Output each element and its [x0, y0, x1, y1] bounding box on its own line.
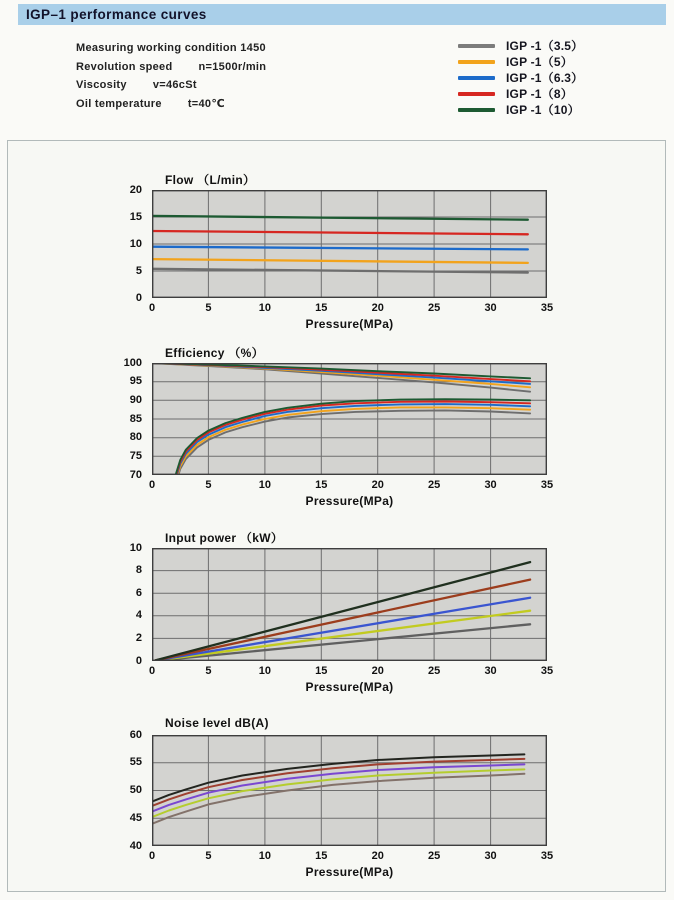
page-title: IGP–1 performance curves — [26, 7, 207, 22]
noise-level-chart-title: Noise level dB(A) — [165, 716, 269, 730]
y-tick-label: 5 — [135, 264, 142, 277]
x-tick-label: 0 — [148, 479, 156, 491]
legend — [458, 40, 583, 116]
y-tick-label: 0 — [135, 291, 142, 304]
x-tick-label: 25 — [428, 479, 441, 491]
x-tick-label: 10 — [258, 479, 271, 491]
flow-x-axis-title: Pressure(MPa) — [305, 317, 394, 331]
legend-item — [458, 56, 583, 68]
flow-plot-area — [152, 190, 547, 298]
y-tick-label: 20 — [129, 183, 142, 196]
y-tick-label: 100 — [123, 356, 142, 369]
legend-item — [458, 40, 583, 52]
x-tick-label: 25 — [428, 665, 441, 677]
condition-text: Measuring working condition 1450 — [76, 42, 266, 54]
x-tick-label: 15 — [315, 479, 328, 491]
y-tick-label: 60 — [129, 728, 142, 741]
legend-item-label: IGP -1（3.5） — [506, 39, 584, 54]
measuring-conditions — [76, 39, 266, 113]
x-tick-label: 20 — [371, 302, 384, 314]
y-tick-label: 0 — [135, 654, 142, 667]
condition-label: Oil temperature — [76, 97, 162, 110]
x-tick-label: 35 — [540, 850, 554, 862]
legend-item-label: IGP -1（6.3） — [506, 71, 584, 86]
y-tick-label: 40 — [129, 839, 142, 852]
legend-line-swatch — [458, 92, 495, 96]
legend-item-label: IGP -1（8） — [506, 87, 573, 102]
page-header-bar — [18, 4, 666, 25]
x-tick-label: 0 — [148, 850, 156, 862]
condition-line — [76, 76, 266, 95]
efficiency-chart-title: Efficiency （%） — [165, 346, 264, 360]
y-tick-label: 8 — [135, 564, 142, 577]
y-tick-label: 50 — [129, 784, 142, 796]
x-tick-label: 20 — [371, 850, 384, 862]
y-tick-label: 6 — [135, 586, 142, 599]
x-tick-label: 25 — [428, 850, 441, 862]
condition-value: v=46cSt — [152, 79, 197, 91]
y-tick-label: 10 — [129, 541, 142, 554]
legend-item — [458, 72, 583, 84]
legend-item-label: IGP -1（10） — [506, 103, 580, 118]
condition-line — [76, 39, 266, 58]
x-tick-label: 30 — [484, 850, 497, 862]
legend-line-swatch — [458, 108, 495, 112]
legend-line-swatch — [458, 44, 495, 48]
x-tick-label: 10 — [258, 850, 271, 862]
x-tick-label: 20 — [371, 665, 384, 677]
x-tick-label: 15 — [315, 665, 328, 677]
x-tick-label: 30 — [484, 665, 497, 677]
y-tick-label: 90 — [129, 393, 142, 406]
x-tick-label: 10 — [258, 302, 271, 314]
efficiency-x-axis-title: Pressure(MPa) — [305, 494, 394, 508]
x-tick-label: 15 — [315, 302, 328, 314]
x-tick-label: 20 — [371, 479, 384, 491]
condition-label: Viscosity — [76, 79, 127, 91]
y-tick-label: 2 — [135, 631, 142, 644]
y-tick-label: 15 — [129, 210, 142, 223]
x-tick-label: 5 — [205, 302, 212, 314]
y-tick-label: 70 — [129, 468, 142, 481]
y-tick-label: 45 — [129, 811, 142, 824]
legend-line-swatch — [458, 60, 495, 64]
x-tick-label: 5 — [205, 479, 212, 491]
x-tick-label: 0 — [148, 665, 156, 677]
legend-item-label: IGP -1（5） — [506, 55, 573, 70]
condition-value: t=40℃ — [187, 97, 225, 110]
x-tick-label: 35 — [540, 665, 554, 677]
x-tick-label: 5 — [205, 665, 212, 677]
y-tick-label: 55 — [129, 756, 142, 769]
condition-label: Revolution speed — [76, 60, 173, 73]
noise-level-x-axis-title: Pressure(MPa) — [305, 865, 394, 879]
x-tick-label: 15 — [315, 850, 328, 862]
y-tick-label: 4 — [135, 609, 142, 622]
y-tick-label: 80 — [129, 431, 142, 444]
x-tick-label: 35 — [540, 302, 554, 314]
y-tick-label: 75 — [129, 449, 142, 462]
condition-line — [76, 58, 266, 77]
x-tick-label: 30 — [484, 479, 497, 491]
legend-item — [458, 104, 583, 116]
input-power-plot-area — [152, 548, 547, 661]
y-tick-label: 85 — [129, 412, 142, 425]
efficiency-plot-area — [152, 363, 547, 475]
x-tick-label: 30 — [484, 302, 497, 314]
legend-line-swatch — [458, 76, 495, 80]
y-tick-label: 95 — [129, 375, 142, 388]
noise-level-plot-area — [152, 735, 547, 846]
legend-item — [458, 88, 583, 100]
condition-line — [76, 95, 266, 114]
x-tick-label: 10 — [258, 665, 271, 677]
x-tick-label: 35 — [540, 479, 554, 491]
input-power-chart-title: Input power （kW） — [165, 531, 284, 545]
input-power-x-axis-title: Pressure(MPa) — [305, 680, 394, 694]
condition-value: n=1500r/min — [198, 60, 267, 73]
x-tick-label: 5 — [205, 850, 212, 862]
x-tick-label: 25 — [428, 302, 441, 314]
y-tick-label: 10 — [129, 237, 142, 250]
x-tick-label: 0 — [148, 302, 156, 314]
flow-chart-title: Flow （L/min） — [165, 173, 256, 187]
